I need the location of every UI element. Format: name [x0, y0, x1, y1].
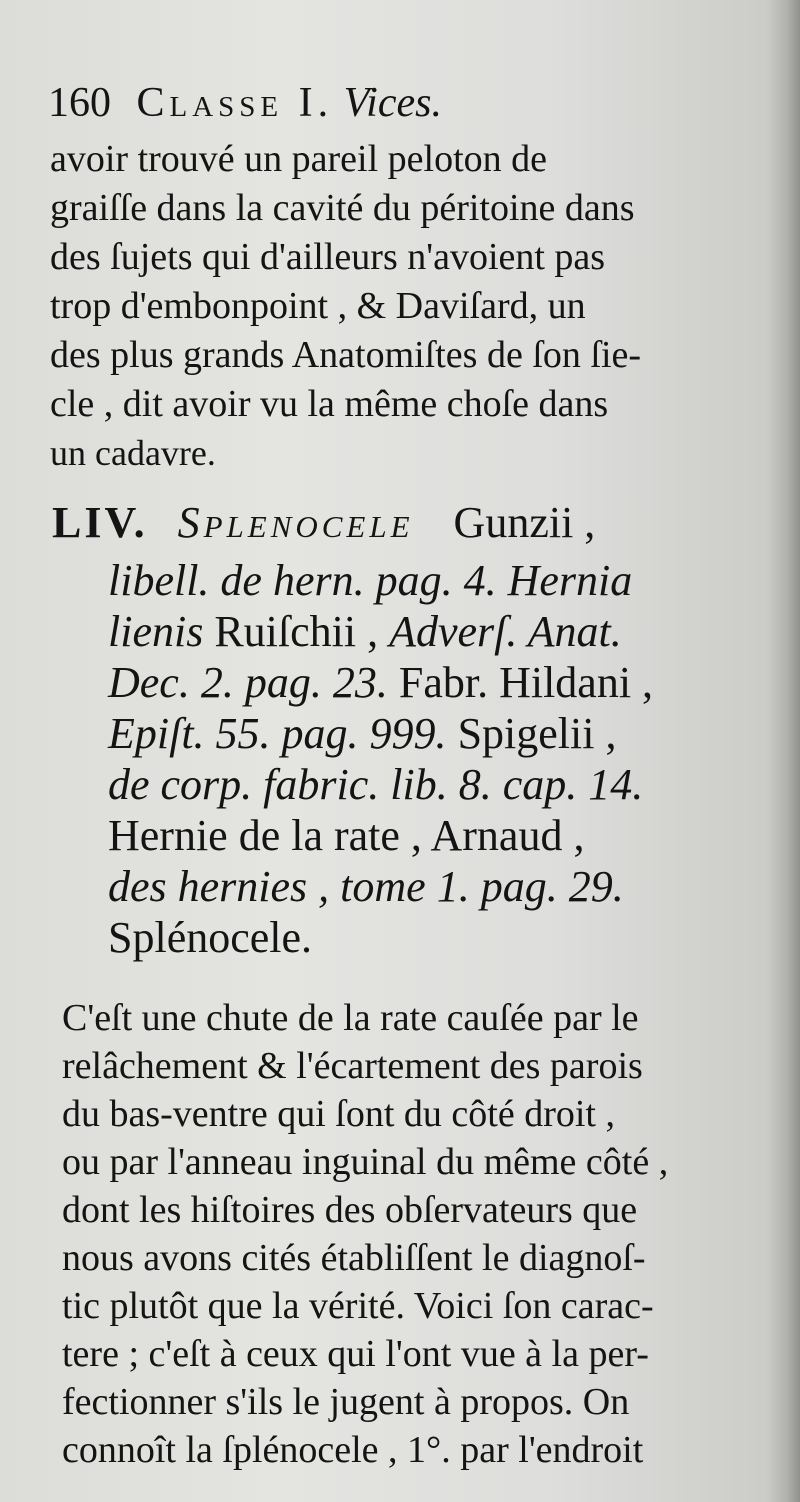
entry-citation-line	[108, 707, 616, 761]
entry-citation-segment: Epiſt. 55. pag. 999.	[108, 709, 458, 758]
running-header	[48, 78, 748, 128]
entry-citation-segment: libell. de hern. pag. 4. Hernia	[108, 556, 633, 605]
entry-citation-segment: Splénocele.	[108, 913, 313, 962]
entry-citation-segment: de corp. fabric. lib. 8. cap. 14.	[108, 760, 644, 809]
text-line: C'eſt une chute de la rate cauſée par le	[62, 997, 639, 1039]
entry-term: Splenocele	[177, 498, 414, 547]
text-line: relâchement & l'écartement des parois	[62, 1045, 643, 1087]
entry-citation-line	[108, 554, 632, 608]
text-line: connoît la ſplénocele , 1°. par l'endroit	[62, 1429, 644, 1471]
entry-citation-segment: lienis	[108, 607, 215, 656]
page-number: 160	[48, 80, 111, 126]
entry-citation-segment: Gunzii ,	[453, 498, 596, 547]
text-line: tere ; c'eſt à ceux qui l'ont vue à la per-	[62, 1333, 649, 1375]
text-line: nous avons cités établiſſent le diagnoſ-	[62, 1237, 646, 1279]
text-line: des plus grands Anatomiſtes de ſon ſie-	[50, 334, 642, 376]
entry-citation-segment: Adverſ. Anat.	[389, 607, 622, 656]
entry-citation-line	[108, 860, 624, 914]
text-line: avoir trouvé un pareil peloton de	[50, 138, 548, 180]
text-line: trop d'embonpoint , & Daviſard, un	[50, 285, 586, 327]
entry-number: LIV.	[52, 498, 148, 547]
entry-citation-segment: Fabr. Hildani ,	[398, 658, 654, 707]
entry-citation-line	[108, 656, 653, 710]
page-gutter-shadow	[766, 0, 800, 1502]
text-line: tic plutôt que la vérité. Voici ſon carac-	[62, 1285, 654, 1327]
text-line: graiſſe dans la cavité du péritoine dans	[50, 187, 635, 229]
text-line: des ſujets qui d'ailleurs n'avoient pas	[50, 236, 606, 278]
text-line: dont les hiſtoires des obſervateurs que	[62, 1189, 638, 1231]
running-title-italic: Vices.	[343, 80, 442, 126]
entry-citation-line	[108, 605, 622, 659]
entry-citation-segment: Hernie de la rate , Arnaud ,	[108, 811, 585, 860]
entry-citation-line	[108, 809, 584, 863]
entry-citation-segment: Spigelii ,	[457, 709, 617, 758]
entry-citation-segment: Ruiſchii ,	[214, 607, 390, 656]
entry-citation-segment: des hernies , tome 1. pag. 29.	[108, 862, 624, 911]
text-line: ou par l'anneau inguinal du même côté ,	[62, 1141, 669, 1183]
entry-citation-line	[108, 911, 312, 965]
entry-heading	[52, 496, 595, 550]
text-line: fectionner s'ils le jugent à propos. On	[62, 1381, 630, 1423]
text-line: un cadavre.	[50, 433, 216, 473]
entry-citation-line	[108, 758, 643, 812]
text-line: cle , dit avoir vu la même choſe dans	[50, 383, 609, 425]
running-title: Classe I.	[136, 80, 334, 126]
text-line: du bas-ventre qui ſont du côté droit ,	[62, 1093, 615, 1135]
entry-citation-segment: Dec. 2. pag. 23.	[108, 658, 399, 707]
